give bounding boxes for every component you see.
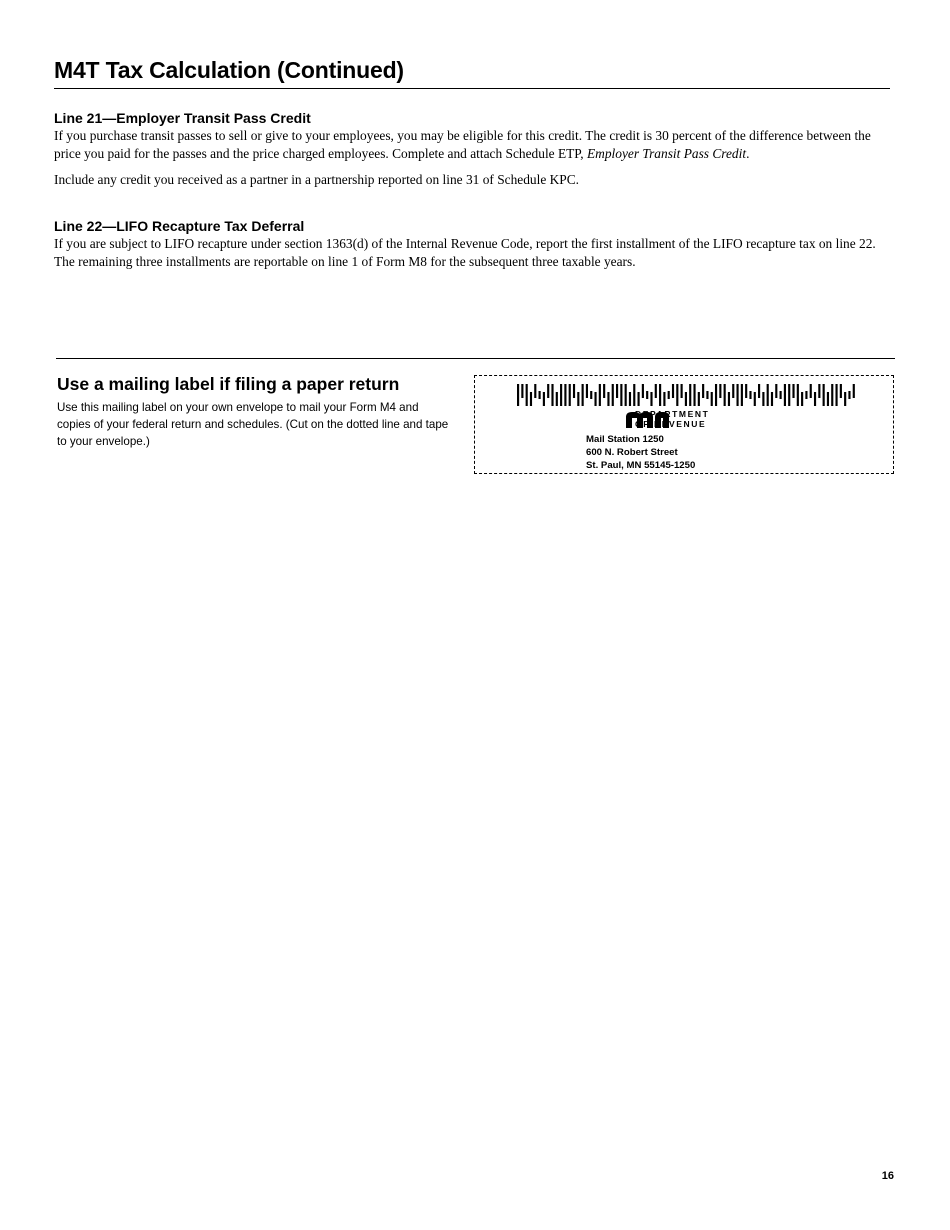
barcode-bar (724, 384, 726, 406)
barcode-bar (685, 392, 687, 406)
barcode-bar (780, 391, 782, 399)
barcode-bar (582, 384, 584, 406)
barcode-bar (629, 392, 631, 406)
barcode-bar (655, 384, 657, 398)
barcode-bar (573, 384, 575, 398)
barcode-bar (689, 384, 691, 406)
barcode-bar (607, 392, 609, 406)
line-21-heading: Line 21—Employer Transit Pass Credit (54, 110, 311, 126)
barcode-bar (823, 384, 825, 406)
barcode-bar (762, 392, 764, 406)
barcode-bar (840, 384, 842, 398)
barcode-bar (797, 384, 799, 406)
address-line-3: St. Paul, MN 55145-1250 (586, 460, 696, 471)
barcode-bar (586, 384, 588, 398)
barcode-bar (672, 384, 674, 398)
department-name (635, 410, 709, 429)
barcode-bar (844, 392, 846, 406)
barcode-bar (788, 384, 790, 406)
barcode-bar (741, 384, 743, 406)
line-21-form-title: Employer Transit Pass Credit (586, 145, 747, 161)
mailing-label-heading: Use a mailing label if filing a paper return (57, 374, 400, 394)
barcode-bar (771, 392, 773, 406)
barcode-bar (659, 384, 661, 406)
barcode-bar (625, 384, 627, 406)
barcode-bar (577, 392, 579, 406)
line-21-section (54, 109, 894, 189)
barcode-bar (642, 384, 644, 398)
postal-barcode (517, 384, 857, 406)
barcode-bar (711, 392, 713, 406)
barcode-bar (530, 392, 532, 406)
barcode-bar (805, 391, 807, 399)
page-number: 16 (881, 1170, 894, 1182)
line-21-paragraph-2: Include any credit you received as a partner in a partnership reported on line 31 of Schedule KPC. (54, 172, 580, 187)
address-line-2: 600 N. Robert Street (586, 447, 678, 458)
barcode-bar (693, 384, 695, 406)
barcode-bar (827, 392, 829, 406)
barcode-bar (612, 384, 614, 406)
barcode-bar (599, 384, 601, 406)
page-title: M4T Tax Calculation (Continued) (54, 54, 890, 89)
barcode-bar (681, 384, 683, 398)
barcode-bar (594, 392, 596, 406)
barcode-bar (560, 384, 562, 406)
barcode-bar (539, 391, 541, 399)
barcode-bar (556, 392, 558, 406)
barcode-bar (603, 384, 605, 398)
barcode-bar (633, 384, 635, 406)
barcode-bar (848, 391, 850, 399)
barcode-bar (616, 384, 618, 398)
barcode-bar (775, 384, 777, 398)
barcode-bar (749, 391, 751, 399)
barcode-bar (758, 384, 760, 398)
section-divider (56, 358, 895, 359)
line-22-section (54, 217, 894, 270)
barcode-bar (706, 391, 708, 399)
barcode-bar (668, 391, 670, 399)
line-22-paragraph-1: If you are subject to LIFO recapture under section 1363(d) of the Internal Revenue Code, report the first installment of the LIFO recapture tax on line 22. The remaining three installments are reportable on line 1 of Form M8 for the subsequent three taxable years. (54, 236, 876, 269)
barcode-bar (767, 384, 769, 406)
barcode-bar (547, 384, 549, 398)
barcode-bar (698, 392, 700, 406)
barcode-bar (814, 392, 816, 406)
barcode-bar (543, 392, 545, 406)
barcode-bar (551, 384, 553, 406)
barcode-bar (620, 384, 622, 406)
barcode-bar (831, 384, 833, 406)
line-22-heading: Line 22—LIFO Recapture Tax Deferral (54, 218, 305, 234)
barcode-bar (676, 384, 678, 406)
barcode-bar (663, 392, 665, 406)
barcode-bar (715, 384, 717, 406)
barcode-bar (702, 384, 704, 398)
barcode-bar (719, 384, 721, 398)
barcode-bar (732, 384, 734, 398)
barcode-bar (754, 392, 756, 406)
barcode-bar (728, 392, 730, 406)
barcode-bar (801, 392, 803, 406)
address-line-1: Mail Station 1250 (586, 434, 664, 445)
barcode-bar (526, 384, 528, 406)
barcode-bar (638, 392, 640, 406)
barcode-bar (534, 384, 536, 398)
mailing-label[interactable] (474, 375, 894, 474)
line-21-paragraph-1-end: . (746, 145, 750, 161)
line-21-paragraph-1 (54, 127, 894, 162)
mailing-address (586, 433, 695, 472)
barcode-bar (810, 384, 812, 398)
mailing-label-instructions: Use this mailing label on your own envelope to mail your Form M4 and copies of your federal return and schedules. (Cut on the dotted line and tape to your envelope.) (57, 401, 449, 448)
barcode-bar (784, 384, 786, 406)
barcode-bar (650, 392, 652, 406)
barcode-bar (646, 391, 648, 399)
department-line-2: OF REVENUE (635, 418, 707, 429)
barcode-bar (736, 384, 738, 406)
line-21-paragraph-1-text: If you purchase transit passes to sell or give to your employees, you may be eligible for this credit. The credit is 30 percent of the difference between the price you paid for the passes and the price charged employees. Complete and attach Schedule ETP, (54, 128, 871, 161)
barcode-bar (835, 384, 837, 406)
barcode-bar (564, 384, 566, 406)
department-line-1: DEPARTMENT (635, 409, 710, 419)
barcode-bar (521, 384, 523, 398)
barcode-bar (745, 384, 747, 398)
barcode-bar (569, 384, 571, 406)
barcode-bar (792, 384, 794, 398)
barcode-bar (517, 384, 519, 406)
barcode-bar (818, 384, 820, 398)
barcode-bar (853, 384, 855, 398)
barcode-bar (590, 391, 592, 399)
